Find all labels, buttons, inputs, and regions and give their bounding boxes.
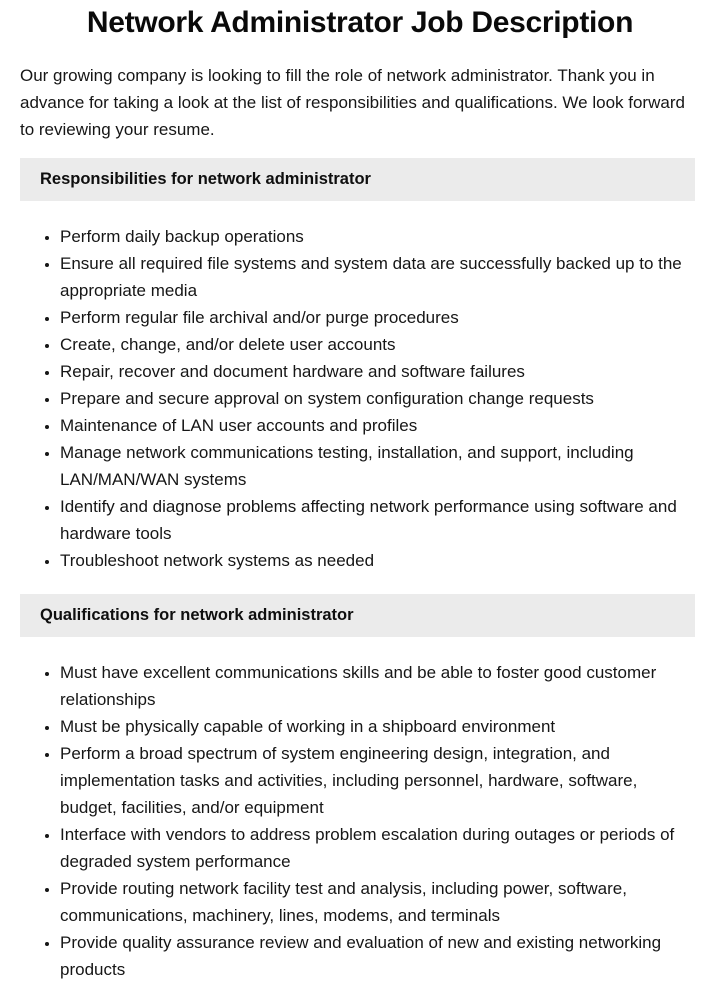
- section-heading: Qualifications for network administrator: [20, 594, 695, 637]
- list-item: • Provide quality assurance review and evaluation of new and existing networking products: [60, 929, 695, 983]
- list-item: • Perform daily backup operations: [60, 223, 695, 250]
- list-item: • Identify and diagnose problems affecting network performance using software and hardware tools: [60, 493, 695, 547]
- list-item: • Provide routing network facility test and analysis, including power, software, communications, machinery, lines, modems, and terminals: [60, 875, 695, 929]
- list-item: • Manage network communications testing, installation, and support, including LAN/MAN/WAN systems: [60, 439, 695, 493]
- job-section-1: [0, 594, 720, 983]
- sections-container: [0, 158, 720, 983]
- list-item: • Perform a broad spectrum of system engineering design, integration, and implementation tasks and activities, including personnel, hardware, software, budget, facilities, and/or equipment: [60, 740, 695, 821]
- list-item: • Maintenance of LAN user accounts and profiles: [60, 412, 695, 439]
- list-item: • Repair, recover and document hardware and software failures: [60, 358, 695, 385]
- job-section-0: [0, 158, 720, 574]
- list-item: • Perform regular file archival and/or purge procedures: [60, 304, 695, 331]
- list-item: • Ensure all required file systems and system data are successfully backed up to the appropriate media: [60, 250, 695, 304]
- list-item: • Prepare and secure approval on system configuration change requests: [60, 385, 695, 412]
- bullet-list: [0, 223, 695, 574]
- list-item: • Must be physically capable of working in a shipboard environment: [60, 713, 695, 740]
- list-item: • Must have excellent communications skills and be able to foster good customer relationships: [60, 659, 695, 713]
- list-item: • Interface with vendors to address problem escalation during outages or periods of degraded system performance: [60, 821, 695, 875]
- intro-paragraph: Our growing company is looking to fill the role of network administrator. Thank you in advance for taking a look at the list of responsibilities and qualifications. We look forward to reviewing your resume.: [20, 66, 685, 139]
- list-item: • Create, change, and/or delete user accounts: [60, 331, 695, 358]
- section-heading: Responsibilities for network administrator: [20, 158, 695, 201]
- bullet-list: [0, 659, 695, 983]
- list-item: • Troubleshoot network systems as needed: [60, 547, 695, 574]
- page-title: Network Administrator Job Description: [86, 6, 634, 39]
